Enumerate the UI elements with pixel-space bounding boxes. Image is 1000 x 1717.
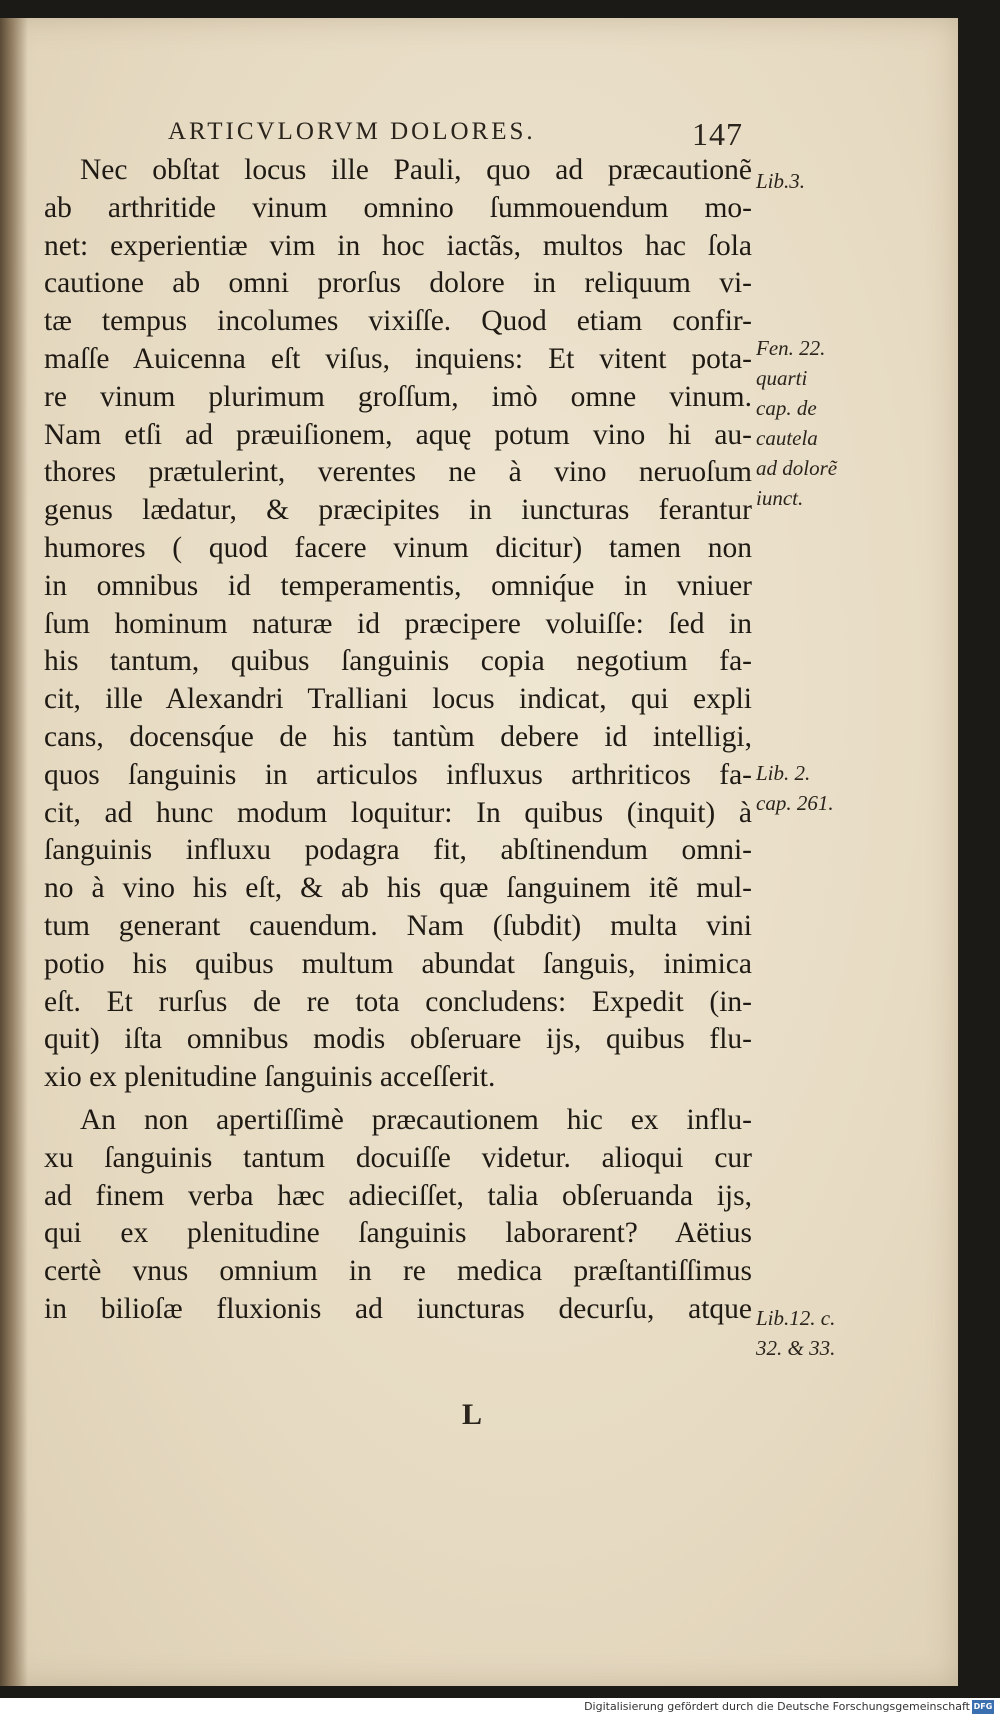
margin-note-line: quarti: [756, 366, 808, 390]
page-gutter: [0, 18, 28, 1686]
text-line: cautione ab omni prorſus dolore in reliquum vi-: [44, 267, 752, 300]
footer-bar: [0, 1698, 1000, 1717]
text-line: Nam etſi ad præuiſionem, aquę potum vino hi au-: [44, 418, 752, 451]
text-line: eſt. Et rurſus de re tota concludens: Expedit (in-: [44, 985, 752, 1018]
text-line: maſſe Auicenna eſt viſus, inquiens: Et vitent pota-: [44, 342, 752, 375]
text-line: xio ex plenitudine ſanguinis acceſſerit.: [44, 1061, 496, 1094]
text-line: humores ( quod facere vinum dicitur) tamen non: [44, 531, 752, 564]
text-line: ad finem verba hæc adieciſſet, talia obſeruanda ijs,: [44, 1179, 752, 1212]
text-line: re vinum plurimum groſſum, imò omne vinum.: [44, 380, 752, 413]
text-line: cit, ille Alexandri Tralliani locus indicat, qui expli: [44, 683, 752, 716]
text-line: in omnibus id temperamentis, omniq́ue in vniuer: [44, 569, 752, 602]
margin-note-line: 32. & 33.: [756, 1336, 836, 1360]
text-line: ab arthritide vinum omnino ſummouendum mo-: [44, 191, 752, 224]
text-line: net: experientiæ vim in hoc iactãs, multos hac ſola: [44, 229, 752, 262]
margin-note: [756, 1303, 835, 1363]
margin-note-line: Lib. 2.: [756, 761, 811, 785]
footer-credit: Digitalisierung gefördert durch die Deutsche Forschungsgemeinschaft: [584, 1700, 970, 1713]
margin-note-line: Lib.3.: [756, 169, 806, 193]
text-line: no à vino his eſt, & ab his quæ ſanguinem itẽ mul-: [44, 872, 752, 905]
text-line: genus lædatur, & præcipites in iuncturas ferantur: [44, 494, 752, 527]
body-text: [44, 152, 752, 1329]
margin-note-line: cautela: [756, 426, 818, 450]
dfg-logo: DFG: [972, 1700, 994, 1714]
margin-note: [756, 333, 837, 513]
text-line: certè vnus omnium in re medica præſtantiſſimus: [44, 1255, 752, 1288]
margin-note-line: Lib.12. c.: [756, 1306, 836, 1330]
text-line: quit) iſta omnibus modis obſeruare ijs, quibus flu-: [44, 1023, 752, 1056]
margin-note: [756, 166, 805, 196]
text-line: An non apertiſſimè præcautionem hic ex influ-: [80, 1103, 752, 1136]
text-line: Nec obſtat locus ille Pauli, quo ad præcautionẽ: [80, 154, 752, 186]
book-page: [0, 18, 958, 1686]
text-line: in bilioſæ fluxionis ad iuncturas decurſu, atque: [44, 1292, 752, 1325]
signature-mark: L: [462, 1398, 483, 1431]
running-head: ARTICVLORVM DOLORES.: [168, 118, 536, 145]
text-line: ſum hominum naturæ id præcipere voluiſſe: ſed in: [44, 607, 752, 640]
text-line: his tantum, quibus ſanguinis copia negotium fa-: [44, 645, 752, 678]
text-line: tæ tempus incolumes vixiſſe. Quod etiam confir-: [44, 305, 752, 338]
text-line: qui ex plenitudine ſanguinis laborarent? Aëtius: [44, 1217, 752, 1250]
margin-note-line: iunct.: [756, 486, 804, 510]
text-line: quos ſanguinis in articulos influxus arthriticos fa-: [44, 758, 752, 791]
margin-note-line: cap. 261.: [756, 791, 834, 815]
text-line: ſanguinis influxu podagra fit, abſtinendum omni-: [44, 834, 752, 867]
text-line: xu ſanguinis tantum docuiſſe videtur. alioqui cur: [44, 1141, 752, 1174]
text-line: cans, docensq́ue de his tantùm debere id intelligi,: [44, 720, 752, 753]
text-line: thores prætulerint, verentes ne à vino neruoſum: [44, 456, 752, 489]
text-line: tum generant cauendum. Nam (ſubdit) multa vini: [44, 909, 752, 942]
margin-note: [756, 758, 834, 818]
page-number: 147: [692, 116, 743, 152]
text-line: potio his quibus multum abundat ſanguis, inimica: [44, 947, 752, 980]
text-line: cit, ad hunc modum loquitur: In quibus (inquit) à: [44, 796, 752, 829]
margin-note-line: cap. de: [756, 396, 817, 420]
margin-note-line: ad dolorẽ: [756, 456, 838, 480]
margin-note-line: Fen. 22.: [756, 336, 826, 360]
